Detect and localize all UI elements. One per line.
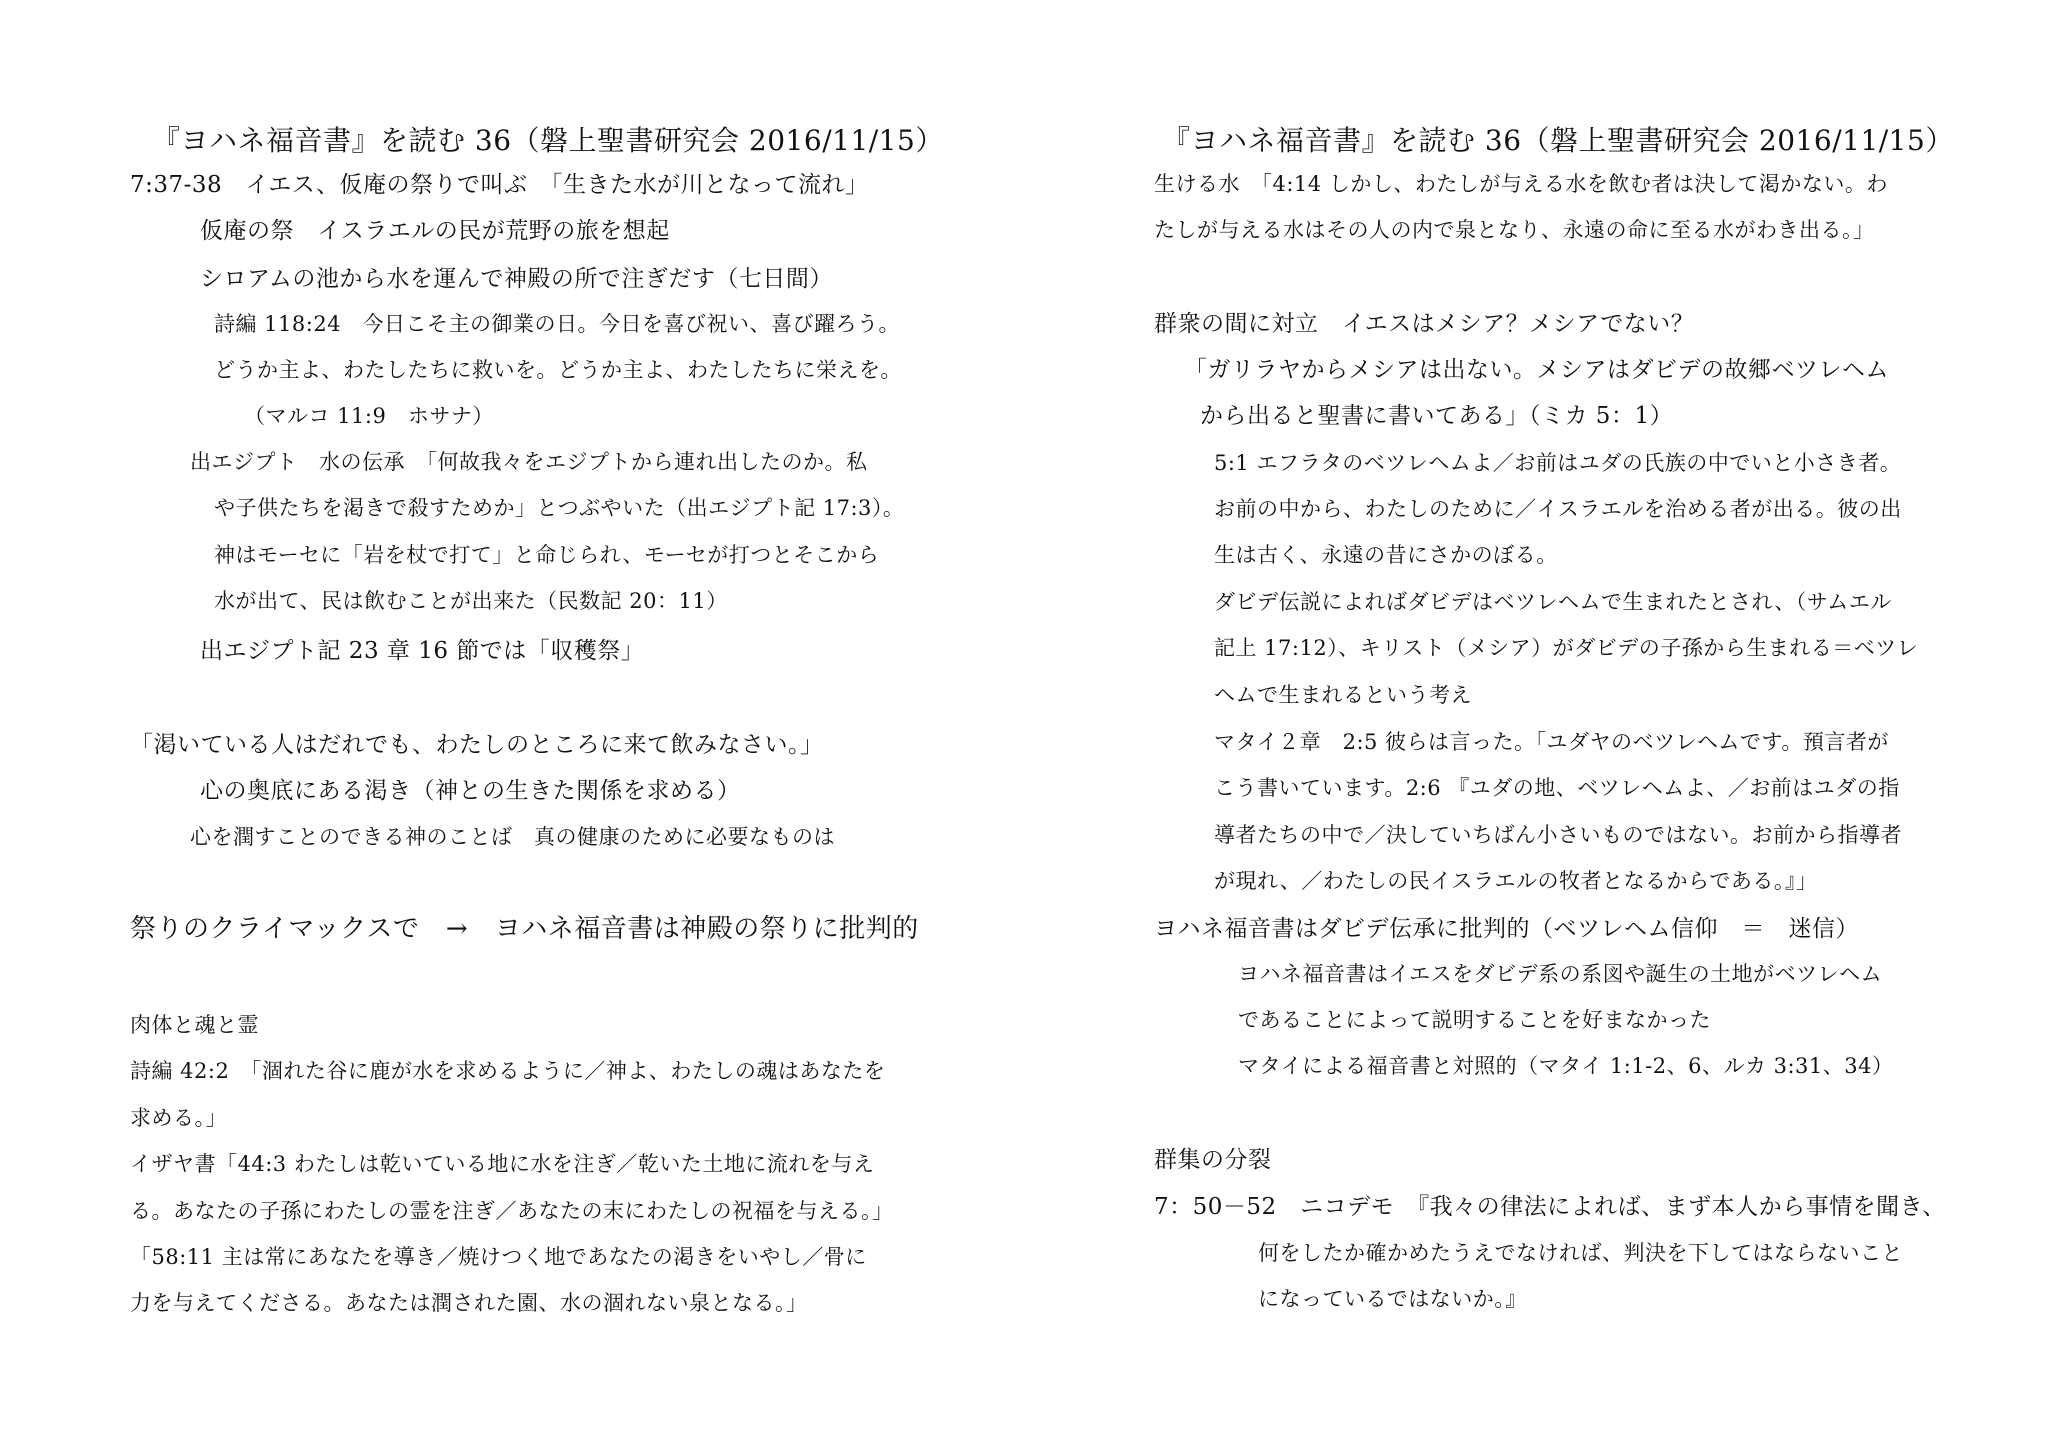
- text-line: や子供たちを渇きで殺すためか」とつぶやいた（出エジプト記 17:3）。: [214, 496, 905, 520]
- text-line: から出ると聖書に書いてある」（ミカ 5：1）: [1200, 403, 1674, 429]
- page-title: 『ヨハネ福音書』を読む 36（磐上聖書研究会 2016/11/15）: [152, 124, 944, 157]
- text-line: る。あなたの子孫にわたしの霊を注ぎ／あなたの末にわたしの祝福を与える。」: [130, 1199, 894, 1223]
- text-line: どうか主よ、わたしたちに救いを。どうか主よ、わたしたちに栄えを。: [214, 358, 902, 382]
- text-line: 心の奥底にある渇き（神との生きた関係を求める）: [200, 778, 741, 804]
- text-line: シロアムの池から水を運んで神殿の所で注ぎだす（七日間）: [200, 266, 833, 292]
- text-line: マタイによる福音書と対照的（マタイ 1:1-2、6、ルカ 3:31、34）: [1238, 1054, 1894, 1078]
- text-line: イザヤ書「44:3 わたしは乾いている地に水を注ぎ／乾いた土地に流れを与え: [130, 1152, 875, 1176]
- text-line: 7:37-38 イエス、仮庵の祭りで叫ぶ 「生きた水が川となって流れ」: [130, 172, 869, 198]
- text-line: 水が出て、民は飲むことが出来た（民数記 20：11）: [214, 589, 728, 613]
- text-line: 5:1 エフラタのベツレヘムよ／お前はユダの氏族の中でいと小さき者。: [1214, 451, 1902, 475]
- text-line: 神はモーセに「岩を杖で打て」と命じられ、モーセが打つとそこから: [214, 543, 880, 567]
- text-line: ダビデ伝説によればダビデはベツレヘムで生まれたとされ、（サムエル: [1214, 590, 1892, 614]
- text-line: 群集の分裂: [1154, 1147, 1272, 1173]
- text-line: 祭りのクライマックスで → ヨハネ福音書は神殿の祭りに批判的: [130, 914, 919, 944]
- text-line: お前の中から、わたしのために／イスラエルを治める者が出る。彼の出: [1214, 497, 1902, 521]
- text-line: 詩編 118:24 今日こそ主の御業の日。今日を喜び祝い、喜び躍ろう。: [214, 312, 901, 336]
- text-line: 詩編 42:2 「涸れた谷に鹿が水を求めるように／神よ、わたしの魂はあなたを: [130, 1059, 886, 1083]
- text-line: 「渇いている人はだれでも、わたしのところに来て飲みなさい。」: [130, 732, 824, 758]
- text-line: であることによって説明することを好まなかった: [1238, 1008, 1711, 1032]
- text-line: になっているではないか。』: [1258, 1287, 1527, 1311]
- text-line: ヨハネ福音書はイエスをダビデ系の系図や誕生の土地がベツレヘム: [1238, 962, 1883, 986]
- text-line: 「ガリラヤからメシアは出ない。メシアはダビデの故郷ベツレヘム: [1184, 357, 1889, 383]
- text-line: 生は古く、永遠の昔にさかのぼる。: [1214, 543, 1558, 567]
- text-line: 何をしたか確かめたうえでなければ、判決を下してはならないこと: [1258, 1241, 1903, 1265]
- text-line: 心を潤すことのできる神のことば 真の健康のために必要なものは: [190, 825, 835, 849]
- text-line: 力を与えてくださる。あなたは潤された園、水の涸れない泉となる。」: [130, 1291, 808, 1315]
- text-line: が現れ、／わたしの民イスラエルの牧者となるからである。』」: [1214, 869, 1818, 893]
- text-line: 「58:11 主は常にあなたを導き／焼けつく地であなたの渇きをいやし／骨に: [130, 1245, 867, 1269]
- right-page: [1024, 0, 2048, 1449]
- text-line: ヨハネ福音書はダビデ伝承に批判的（ベツレヘム信仰 ＝ 迷信）: [1154, 916, 1859, 942]
- text-line: 求める。」: [130, 1106, 227, 1130]
- text-line: 群衆の間に対立 イエスはメシア？メシアでない？: [1154, 311, 1695, 337]
- text-line: 出エジプト 水の伝承 「何故我々をエジプトから連れ出したのか。私: [190, 450, 868, 474]
- text-line: 記上 17:12）、キリスト（メシア）がダビデの子孫から生まれる＝ベツレ: [1214, 636, 1919, 660]
- page-title: 『ヨハネ福音書』を読む 36（磐上聖書研究会 2016/11/15）: [1162, 124, 1954, 157]
- text-line: 7：50－52 ニコデモ 『我々の律法によれば、まず本人から事情を聞き、: [1154, 1194, 1946, 1220]
- text-line: たしが与える水はその人の内で泉となり、永遠の命に至る水がわき出る。」: [1154, 218, 1875, 242]
- text-line: 導者たちの中で／決していちばん小さいものではない。お前から指導者: [1214, 823, 1902, 847]
- text-line: 生ける水 「4:14 しかし、わたしが与える水を飲む者は決して渇かない。わ: [1154, 172, 1888, 196]
- text-line: 仮庵の祭 イスラエルの民が荒野の旅を想起: [200, 218, 670, 244]
- text-line: マタイ２章 2:5 彼らは言った。「ユダヤのベツレヘムです。預言者が: [1214, 730, 1889, 754]
- text-line: 出エジプト記 23 章 16 節では「収穫祭」: [200, 638, 645, 664]
- text-line: 肉体と魂と霊: [130, 1013, 259, 1037]
- text-line: こう書いています。2:6 『ユダの地、ベツレヘムよ、／お前はユダの指: [1214, 776, 1900, 800]
- text-line: （マルコ 11:9 ホサナ）: [244, 404, 494, 428]
- text-line: ヘムで生まれるという考え: [1214, 683, 1472, 707]
